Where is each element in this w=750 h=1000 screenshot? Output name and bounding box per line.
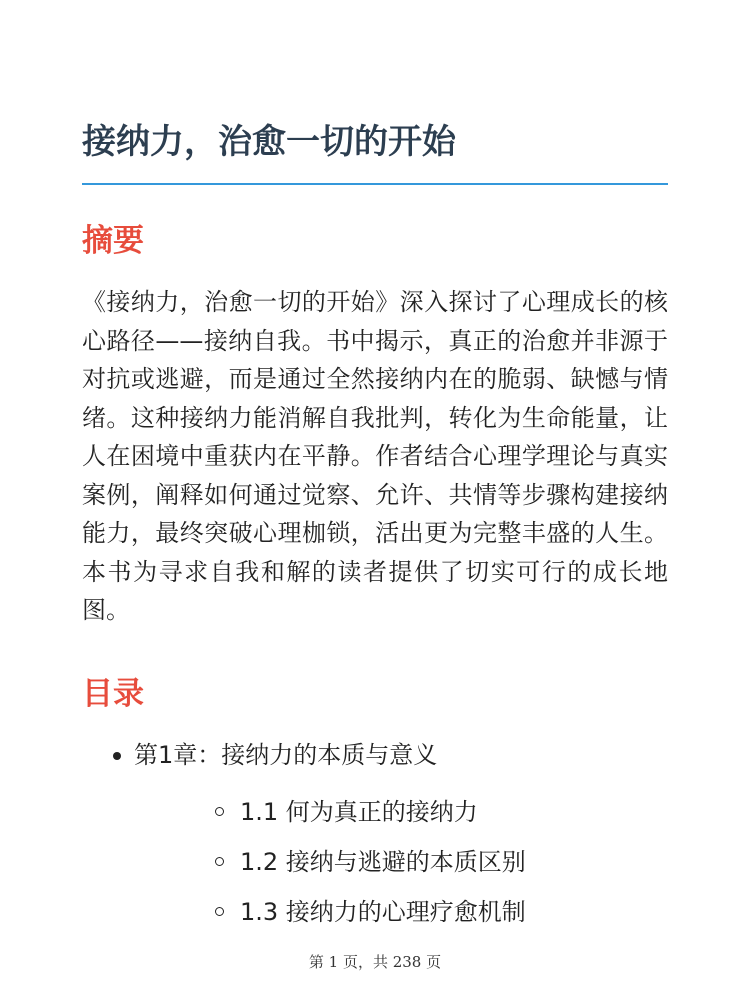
- bullet-circle-icon: [215, 807, 224, 816]
- toc-heading: 目录: [82, 676, 144, 712]
- bullet-disc-icon: [113, 752, 121, 760]
- summary-heading: 摘要: [82, 223, 144, 259]
- toc-chapter-item: [82, 735, 668, 937]
- bullet-circle-icon: [215, 907, 224, 916]
- toc-section-item: [134, 787, 668, 837]
- document-title: 接纳力，治愈一切的开始: [82, 122, 456, 162]
- toc-section-title: 1.1 何为真正的接纳力: [240, 798, 478, 826]
- toc-section-item: [134, 887, 668, 937]
- toc-chapter-title: 第1章：接纳力的本质与意义: [134, 741, 438, 769]
- toc-section-list: [134, 787, 668, 937]
- summary-paragraph: 《接纳力，治愈一切的开始》深入探讨了心理成长的核心路径——接纳自我。书中揭示，真正的治愈并非源于对抗或逃避，而是通过全然接纳内在的脆弱、缺憾与情绪。这种接纳力能消解自我批判，转化为生命能量，让人在困境中重获内在平静。作者结合心理学理论与真实案例，阐释如何通过觉察、允许、共情等步骤构建接纳能力，最终突破心理枷锁，活出更为完整丰盛的人生。本书为寻求自我和解的读者提供了切实可行的成长地图。: [82, 288, 668, 624]
- toc-section-item: [134, 837, 668, 887]
- table-of-contents: [82, 735, 668, 937]
- toc-section-title: 1.3 接纳力的心理疗愈机制: [240, 898, 526, 926]
- page-footer: 第 1 页，共 238 页: [308, 953, 442, 971]
- bullet-circle-icon: [215, 857, 224, 866]
- toc-section-title: 1.2 接纳与逃避的本质区别: [240, 848, 526, 876]
- title-divider: [82, 183, 668, 185]
